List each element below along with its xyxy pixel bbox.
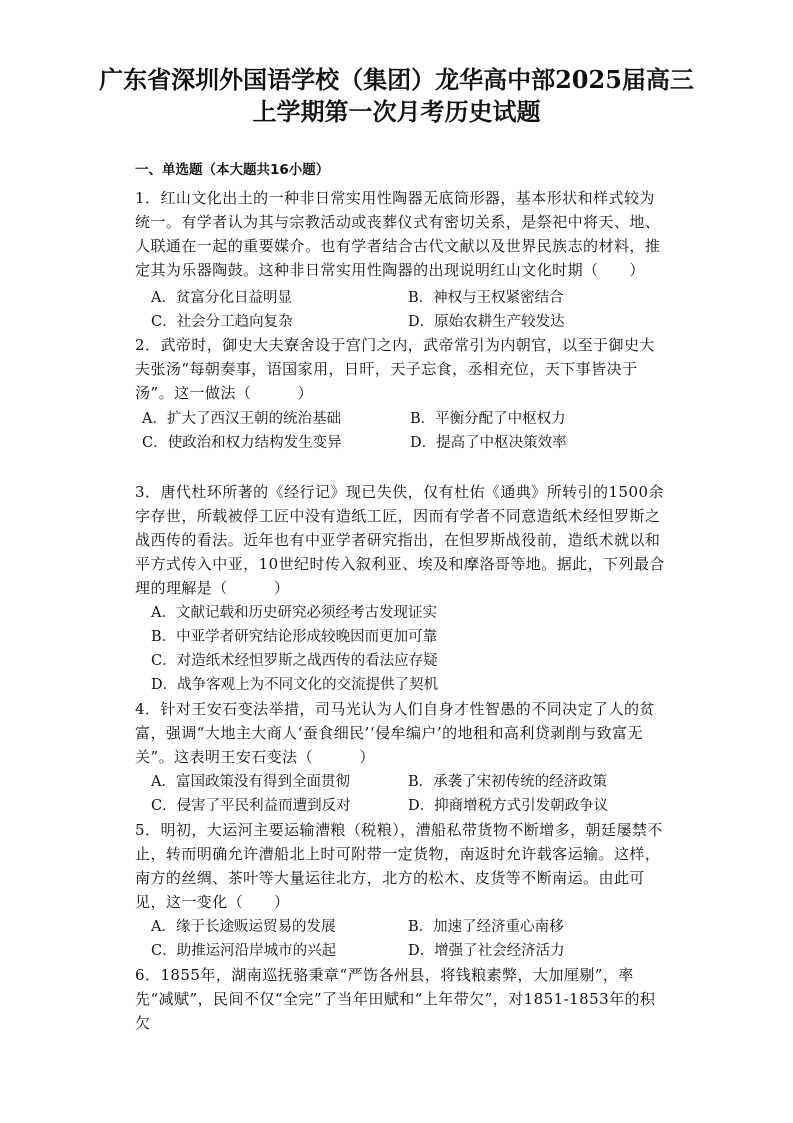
question-3-option-b[interactable]: B．中亚学者研究结论形成较晚因而更加可靠 — [151, 629, 438, 645]
question-6-stem: 6．1855年，湖南巡抚骆秉章“严饬各州县，将钱粮素弊，大加厘剔”，率先“减赋”，民间不仅“全完”了当年田赋和“上年带欠”，对1851-1853年的积欠 — [135, 966, 656, 1032]
question-1-stem: 1．红山文化出土的一种非日常实用性陶器无底筒形器，基本形状和样式较为统一。有学者认为其与宗教活动或丧葬仪式有密切关系，是祭祀中将天、地、人联通在一起的重要媒介。也有学者结合古代文献以及世界民族志的材料，推定其为乐器陶鼓。这种非日常实用性陶器的出现说明红山文化时期（ ） — [135, 189, 661, 279]
exam-title-line-1: 广东省深圳外国语学校（集团）龙华高中部2025届高三 — [99, 65, 694, 94]
question-2-option-d[interactable]: D．提高了中枢决策效率 — [410, 435, 567, 451]
question-4-option-b[interactable]: B．承袭了宋初传统的经济政策 — [408, 774, 608, 790]
question-4-stem: 4．针对王安石变法举措，司马光认为人们自身才性智愚的不同决定了人的贫富，强调“大地主大商人‘蚕食细民’‘侵牟编户’的地租和高利贷剥削与致富无关”。这表明王安石变法（ ） — [135, 700, 655, 766]
question-2-stem: 2．武帝时，御史大夫寮舍设于宫门之内，武帝常引为内朝官，以至于御史大夫张汤“每朝奏事，语国家用，日旰，天子忘食，丞相充位，天下事皆决于汤”。这一做法（ ） — [135, 336, 655, 402]
question-1-option-b[interactable]: B．神权与王权紧密结合 — [408, 290, 564, 306]
question-2-option-b[interactable]: B．平衡分配了中枢权力 — [410, 411, 566, 427]
question-1-option-a[interactable]: A．贫富分化日益明显 — [151, 290, 292, 306]
question-3-option-c[interactable]: C．对造纸术经怛罗斯之战西传的看法应存疑 — [151, 653, 438, 669]
exam-title-line-2: 上学期第一次月考历史试题 — [252, 97, 541, 126]
section-heading: 一、单选题（本大题共16小题） — [135, 162, 330, 178]
question-5-option-b[interactable]: B．加速了经济重心南移 — [408, 919, 564, 935]
question-1-option-d[interactable]: D．原始农耕生产较发达 — [408, 314, 565, 330]
question-5-option-a[interactable]: A．缘于长途贩运贸易的发展 — [151, 919, 336, 935]
question-3-option-d[interactable]: D．战争客观上为不同文化的交流提供了契机 — [151, 677, 439, 693]
question-2-option-c[interactable]: C．使政治和权力结构发生变异 — [142, 435, 342, 451]
question-4-option-a[interactable]: A．富国政策没有得到全面贯彻 — [151, 774, 350, 790]
question-5-stem: 5．明初，大运河主要运输漕粮（税粮），漕船私带货物不断增多，朝廷屡禁不止，转而明确允许漕船北上时可附带一定货物，南返时允许载客运输。这样，南方的丝绸、茶叶等大量运往北方，北方的松木、皮货等不断南运。由此可见，这一变化（ ） — [135, 821, 663, 911]
question-1-option-c[interactable]: C．社会分工趋向复杂 — [151, 314, 293, 330]
question-2-option-a[interactable]: A．扩大了西汉王朝的统治基础 — [142, 411, 341, 427]
question-5-option-d[interactable]: D．增强了社会经济活力 — [408, 943, 565, 959]
question-3-stem: 3．唐代杜环所著的《经行记》现已失佚，仅有杜佑《通典》所转引的1500余字存世，所载被俘工匠中没有造纸工匠，因而有学者不同意造纸术经怛罗斯之战西传的看法。近年也有中亚学者研究指出，在怛罗斯战役前，造纸术就以和平方式传入中亚，10世纪时传入叙利亚、埃及和摩洛哥等地。据此，下列最合理的理解是（ ） — [135, 483, 665, 597]
question-4-option-d[interactable]: D．抑商增税方式引发朝政争议 — [408, 798, 609, 814]
question-3-option-a[interactable]: A．文献记载和历史研究必须经考古发现证实 — [151, 605, 437, 621]
question-5-option-c[interactable]: C．助推运河沿岸城市的兴起 — [151, 943, 337, 959]
question-4-option-c[interactable]: C．侵害了平民利益而遭到反对 — [151, 798, 351, 814]
